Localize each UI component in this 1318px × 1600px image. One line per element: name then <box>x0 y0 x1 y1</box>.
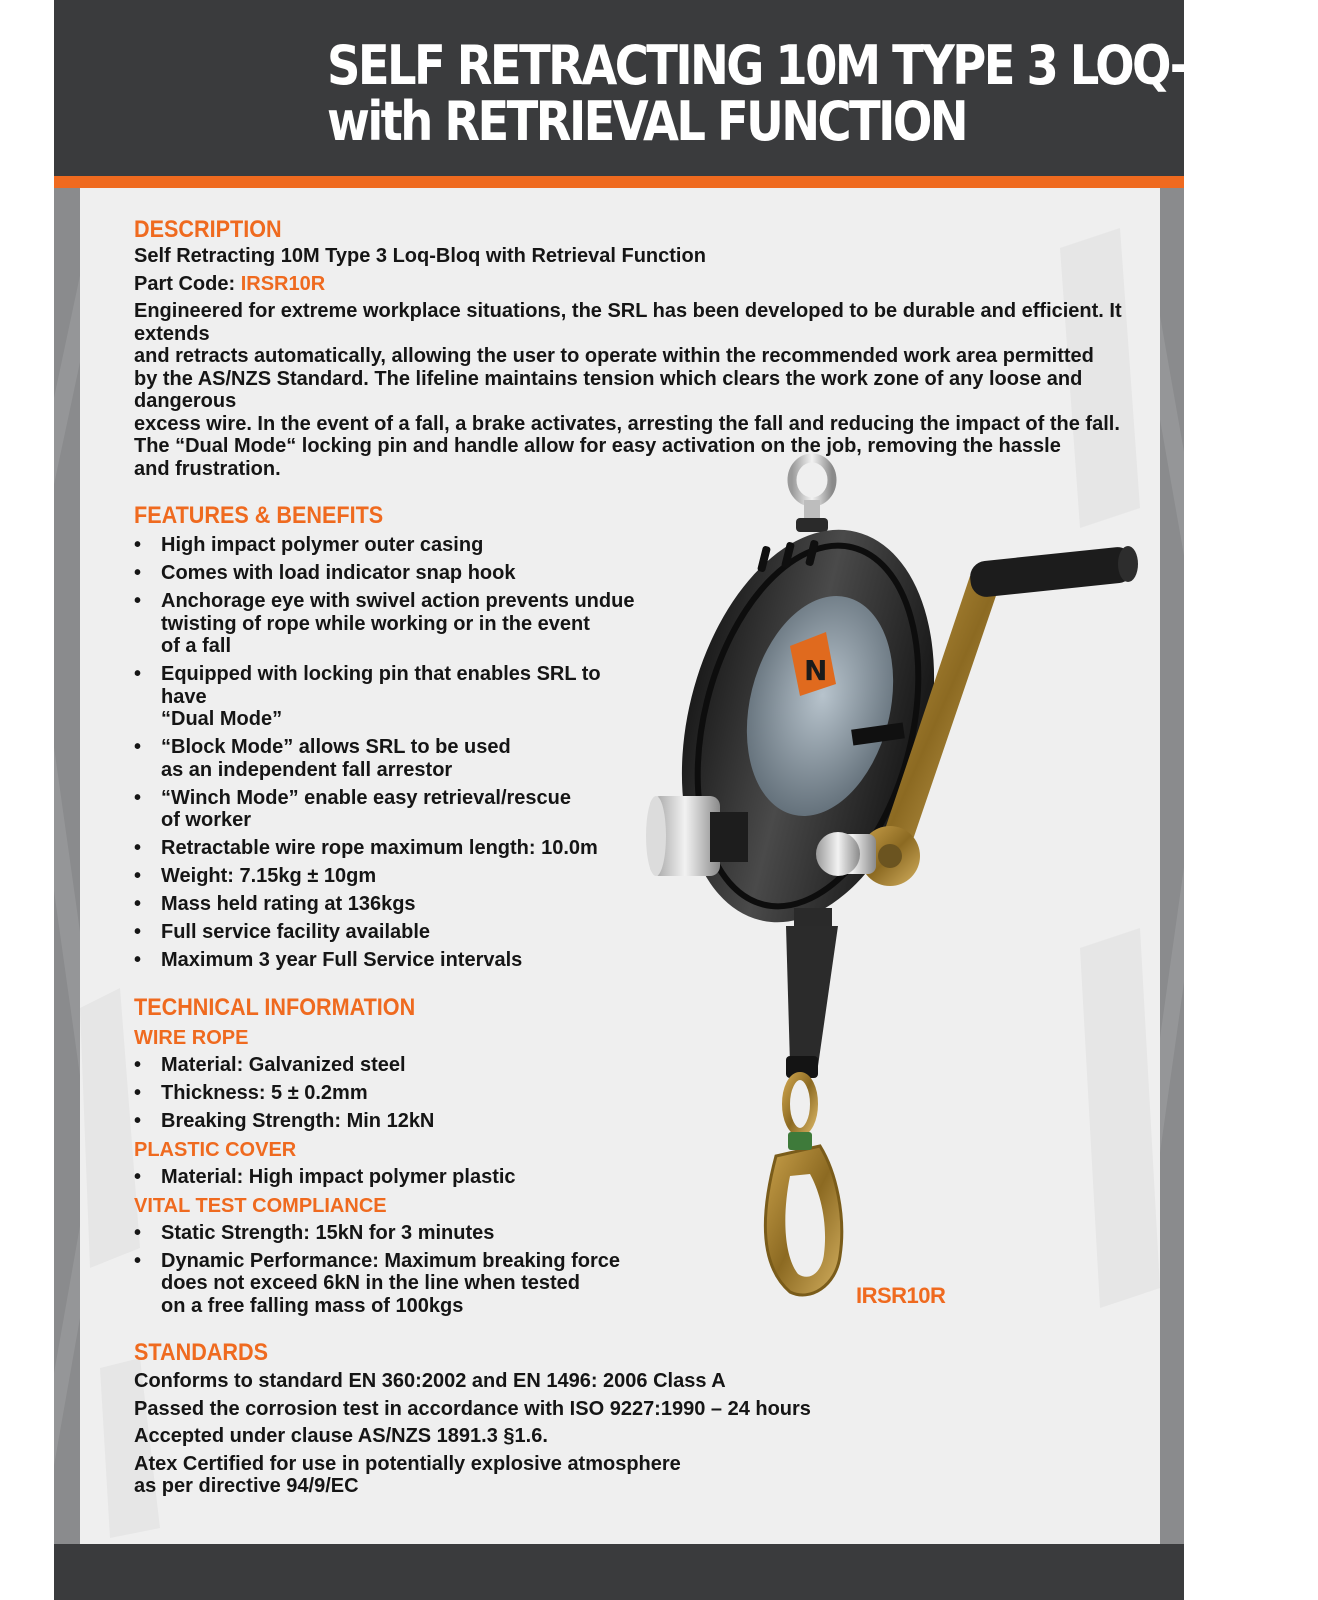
title-line-2: with RETRIEVAL FUNCTION <box>327 90 967 153</box>
content-panel <box>80 188 1160 1544</box>
standards-line: Atex Certified for use in potentially explosive atmosphere <box>134 1452 681 1475</box>
description-line: by the AS/NZS Standard. The lifeline maintains tension which clears the work zone of any loose and dangerous <box>134 367 1083 412</box>
standards-line: Conforms to standard EN 360:2002 and EN 1496: 2006 Class A <box>134 1370 726 1392</box>
description-body <box>134 300 1144 480</box>
product-image <box>640 456 1140 1306</box>
list-item <box>134 590 644 658</box>
list-item: • Thickness: 5 ± 0.2mm <box>134 1082 1144 1105</box>
list-item-text: Full service facility available <box>161 921 431 943</box>
list-item-text: of a fall <box>161 635 232 657</box>
wire-rope-heading: WIRE ROPE <box>134 1026 249 1049</box>
list-item-text: High impact polymer outer casing <box>161 534 484 556</box>
plastic-cover-heading: PLASTIC COVER <box>134 1138 297 1161</box>
technical-heading: TECHNICAL INFORMATION <box>134 993 416 1021</box>
description-line: The “Dual Mode“ locking pin and handle allow for easy activation on the job, removing the hassle <box>134 435 1061 457</box>
standards-section <box>134 1339 1144 1498</box>
list-item: • Material: High impact polymer plastic <box>134 1166 1144 1189</box>
list-item-text: Maximum 3 year Full Service intervals <box>161 949 523 971</box>
list-item <box>134 562 644 585</box>
list-item: • Material: Galvanized steel <box>134 1054 1144 1077</box>
vital-test-heading: VITAL TEST COMPLIANCE <box>134 1194 387 1217</box>
list-item <box>134 534 644 557</box>
list-item-text: of worker <box>161 809 252 831</box>
part-code-value: IRSR10R <box>240 272 326 295</box>
list-item-text: on a free falling mass of 100kgs <box>161 1294 464 1317</box>
part-code-line <box>134 273 1144 296</box>
list-item-text: • Anchorage eye with swivel action prevents undue <box>161 590 635 612</box>
list-item <box>134 893 644 916</box>
list-item-text: Weight: 7.15kg ± 10gm <box>161 865 377 887</box>
list-item-text: • “Block Mode” allows SRL to be used <box>161 736 511 758</box>
page-title <box>327 34 1318 153</box>
list-item-text: • Dynamic Performance: Maximum breaking force <box>161 1249 621 1272</box>
product-name: Self Retracting 10M Type 3 Loq-Bloq with Retrieval Function <box>134 245 706 267</box>
features-heading: FEATURES & BENEFITS <box>134 502 384 529</box>
list-item-text: as an independent fall arrestor <box>161 758 453 781</box>
description-line: and retracts automatically, allowing the user to operate within the recommended work area permitted <box>134 345 1094 367</box>
accent-stripe <box>54 176 1184 188</box>
list-item-text: • Equipped with locking pin that enables SRL to have <box>161 663 601 708</box>
list-item <box>134 865 644 888</box>
standards-line: as per directive 94/9/EC <box>134 1475 359 1497</box>
lifeline-sleeve <box>786 908 838 1078</box>
description-section <box>134 216 1144 480</box>
features-list <box>134 534 644 972</box>
list-item-text: Static Strength: 15kN for 3 minutes <box>161 1221 495 1244</box>
standards-line: Accepted under clause AS/NZS 1891.3 §1.6. <box>134 1425 548 1447</box>
standards-line: Passed the corrosion test in accordance with ISO 9227:1990 – 24 hours <box>134 1397 811 1420</box>
list-item <box>134 837 644 860</box>
description-line: and frustration. <box>134 457 281 480</box>
header-band <box>54 0 1318 176</box>
list-item-text: twisting of rope while working or in the event <box>161 612 590 635</box>
list-item-text: does not exceed 6kN in the line when tested <box>161 1272 580 1294</box>
description-heading: DESCRIPTION <box>134 216 282 243</box>
product-image-caption: IRSR10R <box>856 1283 946 1308</box>
list-item <box>134 736 644 781</box>
list-item-text: Mass held rating at 136kgs <box>161 893 416 915</box>
datasheet-page <box>54 0 1318 1600</box>
list-item-text: “Dual Mode” <box>161 708 283 730</box>
list-item-text: Comes with load indicator snap hook <box>161 562 516 584</box>
snap-hook-icon <box>765 1076 841 1295</box>
list-item-text: Retractable wire rope maximum length: 10.0m <box>161 837 598 859</box>
list-item <box>134 663 644 731</box>
description-line: excess wire. In the event of a fall, a brake activates, arresting the fall and reducing the impact of the fall. <box>134 412 1120 435</box>
part-code-label: Part Code: <box>134 272 241 295</box>
list-item-text: • “Winch Mode” enable easy retrieval/rescue <box>161 786 571 809</box>
description-line: Engineered for extreme workplace situations, the SRL has been developed to be durable and efficient. It extends <box>134 300 1122 345</box>
list-item <box>134 787 644 832</box>
anchorage-eye-icon <box>792 458 832 532</box>
list-item: • Breaking Strength: Min 12kN <box>134 1110 1144 1133</box>
title-line-1: SELF RETRACTING 10M TYPE 3 LOQ-BLOQ <box>327 34 1318 97</box>
list-item <box>134 949 644 972</box>
list-item <box>134 921 644 944</box>
footer-band <box>54 1544 1184 1600</box>
logo-mark: N <box>804 654 828 687</box>
standards-heading: STANDARDS <box>134 1339 269 1366</box>
